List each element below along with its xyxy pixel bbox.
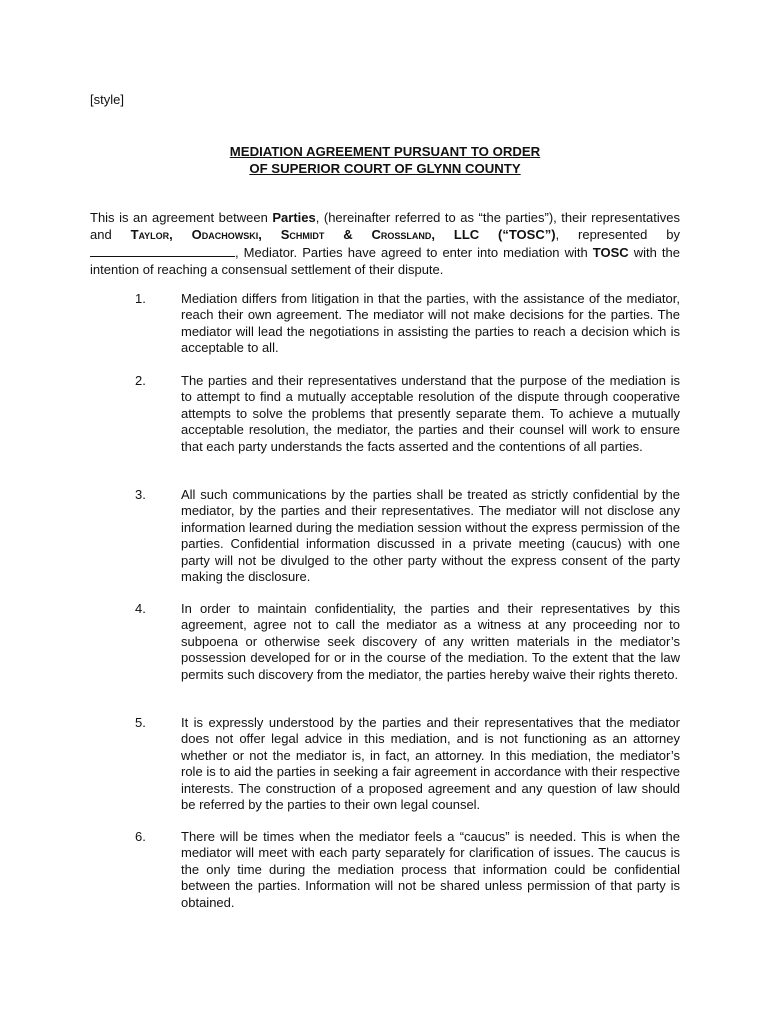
item-text: There will be times when the mediator feels a “caucus” is needed. This is when the mediator will meet with each party separately for clarification of issues. The caucus is the only time during the mediation process that information could be confidential between the parties. Information will not be shared unless permission of that party is obtained. bbox=[181, 829, 680, 910]
parties-term: Parties bbox=[272, 210, 316, 225]
firm-name: Taylor, Odachowski, Schmidt & Crossland, LLC (“TOSC”) bbox=[130, 227, 556, 243]
intro-text-4: , Mediator. Parties have agreed to enter into mediation with bbox=[235, 244, 593, 260]
list-item bbox=[90, 715, 680, 813]
item-text: It is expressly understood by the parties and their representatives that the mediator does not offer legal advice in this mediation, and is not functioning as an attorney whether or not the mediator is, in fact, an attorney. In this mediation, the mediator’s role is to aid the parties in seeking a fair agreement in accordance with their respective interests. The construction of a proposed agreement and any question of law should be referred by the parties to their own legal counsel. bbox=[181, 715, 680, 813]
title-line-1: MEDIATION AGREEMENT PURSUANT TO ORDER bbox=[229, 144, 541, 159]
style-tag: [style] bbox=[90, 92, 124, 107]
list-item bbox=[90, 487, 680, 585]
item-number: 3. bbox=[135, 487, 146, 502]
mediator-name-blank bbox=[90, 245, 235, 257]
intro-text-3: , represented by bbox=[555, 227, 680, 243]
item-number: 2. bbox=[135, 373, 146, 388]
intro-text-2: , (hereinafter referred to as “the parties”), their representatives and bbox=[90, 210, 680, 243]
intro-text-5: with the intention of reaching a consensual settlement of their dispute. bbox=[90, 244, 680, 277]
item-text: Mediation differs from litigation in that the parties, with the assistance of the mediator, reach their own agreement. The mediator will not make decisions for the parties. The mediator will lead the negotiations in assisting the parties to reach a decision which is acceptable to all. bbox=[181, 291, 680, 356]
list-item bbox=[90, 291, 680, 357]
item-text: All such communications by the parties shall be treated as strictly confidential by the mediator, by the parties and their representatives. The mediator will not disclose any information learned during the mediation session without the express permission of the parties. Confidential information discussed in a private meeting (caucus) with one party will not be divulged to the other party without the express consent of the party making the disclosure. bbox=[181, 487, 680, 585]
list-item bbox=[90, 373, 680, 455]
list-item bbox=[90, 829, 680, 911]
item-text: In order to maintain confidentiality, the parties and their representatives by this agreement, agree not to call the mediator as a witness at any proceeding nor to subpoena or otherwise seek discovery of any written materials in the mediator’s possession developed for or in the course of the mediation. To the extent that the law permits such discovery from the mediator, the parties hereby waive their rights thereto. bbox=[181, 601, 680, 682]
intro-paragraph bbox=[90, 209, 680, 278]
list-item bbox=[90, 601, 680, 683]
item-number: 6. bbox=[135, 829, 146, 844]
item-text: The parties and their representatives understand that the purpose of the mediation is to attempt to find a mutually acceptable resolution of the dispute through cooperative attempts to solve the problems that presently separate them. To achieve a mutually acceptable resolution, the mediator, the parties and their counsel will work to ensure that each party understands the facts asserted and the contentions of all parties. bbox=[181, 373, 680, 454]
document-title bbox=[0, 143, 770, 177]
item-number: 5. bbox=[135, 715, 146, 730]
tosc-term: TOSC bbox=[592, 244, 629, 260]
intro-text-1: This is an agreement between bbox=[90, 210, 273, 225]
item-number: 4. bbox=[135, 601, 146, 616]
item-number: 1. bbox=[135, 291, 146, 306]
title-line-2: OF SUPERIOR COURT OF GLYNN COUNTY bbox=[249, 161, 521, 176]
